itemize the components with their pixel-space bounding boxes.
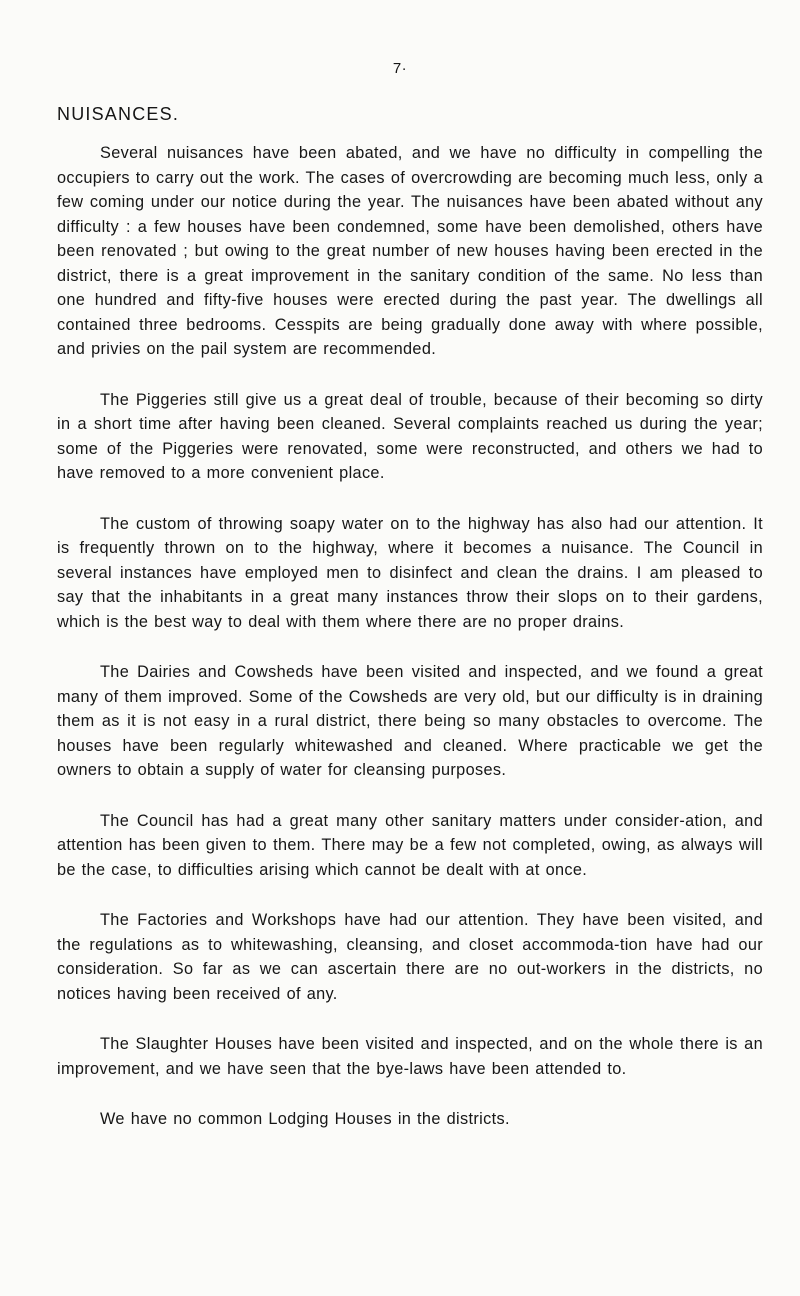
paragraph-lodging-houses: We have no common Lodging Houses in the districts.: [100, 1110, 510, 1128]
paragraph-piggeries: The Piggeries still give us a great deal of trouble, because of their becoming so dirty in a short time after having been cleaned. Several complaints reached us during the year; some of the Piggeries were renovated, some were reconstructed, and others we had to have removed to a more convenient place.: [57, 390, 763, 482]
section-heading: NUISANCES.: [57, 104, 180, 124]
paragraph-nuisances: Several nuisances have been abated, and we have no difficulty in compelling the occupiers to carry out the work. The cases of overcrowding are becoming much less, only a few coming under our notice during the year. The nuisances have been abated without any difficulty : a few houses have been condemned, some have been demolished, others have been renovated ; but owing to the great number of new houses having been erected in the district, there is a great improvement in the sanitary condition of the same. No less than one hundred and fifty-five houses were erected during the past year. The dwellings all contained three bedrooms. Cesspits are being gradually done away with where possible, and privies on the pail system are recommended.: [57, 144, 763, 358]
body-text: [57, 141, 763, 1132]
paragraph-soapy-water: The custom of throwing soapy water on to the highway has also had our attention. It is frequently thrown on to the highway, where it becomes a nuisance. The Council in several instances have employed men to disinfect and clean the drains. I am pleased to say that the inhabitants in a great many instances throw their slops on to their gardens, which is the best way to deal with them where there are no proper drains.: [57, 514, 763, 631]
paragraph-dairies-cowsheds: The Dairies and Cowsheds have been visited and inspected, and we found a great many of them improved. Some of the Cowsheds are very old, but our difficulty is in draining them as it is not easy in a rural district, there being so many obstacles to overcome. The houses have been regularly whitewashed and cleaned. Where practicable we get the owners to obtain a supply of water for cleansing purposes.: [57, 663, 763, 779]
page-number: 7·: [392, 60, 408, 77]
paragraph-other-sanitary-matters: The Council has had a great many other sanitary matters under consider-ation, and attention has been given to them. There may be a few not completed, owing, as always will be the case, to difficulties arising which cannot be dealt with at once.: [57, 811, 763, 879]
paragraph-factories-workshops: The Factories and Workshops have had our attention. They have been visited, and the regulations as to whitewashing, cleansing, and closet accommoda-tion have had our consideration. So far as we can ascertain there are no out-workers in the districts, no notices having been received of any.: [57, 911, 763, 1003]
paragraph-slaughter-houses: The Slaughter Houses have been visited and inspected, and on the whole there is an improvement, and we have seen that the bye-laws have been attended to.: [57, 1035, 763, 1078]
